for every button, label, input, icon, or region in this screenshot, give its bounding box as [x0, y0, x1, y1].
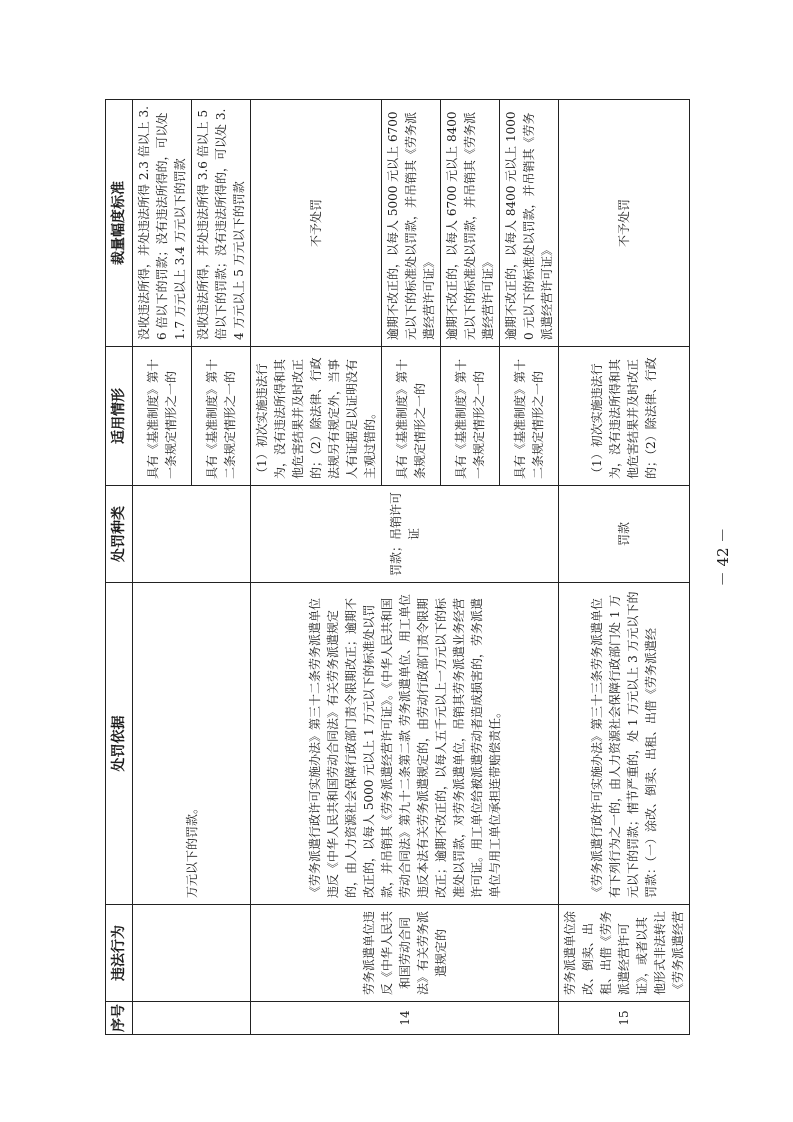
standard-cell: 不予处罚 [559, 100, 690, 347]
standard-cell: 没收违法所得，并处违法所得 2.3 倍以上 3.6 倍以下的罚款；没有违法所得的，可以处 1.7 万元以上 3.4 万元以下的罚款 [133, 100, 192, 347]
standard-cell: 逾期不改正的，以每人 8400 元以上 10000 元以下的标准处以罚款，并吊销其《劳务派遣经营许可证》 [500, 100, 559, 347]
penalty-table [105, 99, 690, 1035]
standard-cell: 不予处罚 [251, 100, 382, 347]
situation-cell: 具有《基准制度》第十二条规定情形之一的 [192, 347, 251, 486]
page-number: － 42 － [714, 527, 732, 587]
header-standard: 裁量幅度标准 [106, 100, 133, 347]
basis-cell: 《劳务派遣行政许可实施办法》第三十三条劳务派遣单位有下列行为之一的，由人力资源社会保障行政部门处 1 万元以下的罚款；情节严重的，处 1 万元以上 3 万元以下的罚款：（一）涂改、倒卖、出租、出借《劳务派遣经 [559, 583, 690, 905]
situation-cell: 具有《基准制度》第十一条规定情形之一的 [441, 347, 500, 486]
type-cell: 罚款；吊销许可证 [251, 486, 559, 583]
seq-cell: 14 [251, 1002, 559, 1035]
situation-cell: 具有《基准制度》第十二条规定情形之一的 [500, 347, 559, 486]
seq-cell: 15 [559, 1002, 690, 1035]
header-basis: 处罚依据 [106, 583, 133, 905]
basis-cell: 《劳务派遣行政许可实施办法》第三十二条劳务派遣单位违反《中华人民共和国劳动合同法》有关劳务派遣规定的，由人力资源社会保障行政部门责令限期改正；逾期不改正的，以每人 5000 元以上 1 万元以下的标准处以罚款，并吊销其《劳务派遣经营许可证》。《中华人民共和国劳动合同法》第九十二条第二款 劳务派遣单位、用工单位违反本法有关劳务派遣规定的，由劳动行政部门责令限期改正；逾期不改正的，以每人五千元以上一万元以下的标准处以罚款，对劳务派遣单位，吊销其劳务派遣业务经营许可证。用工单位给被派遣劳动者造成损害的，劳务派遣单位与用工单位承担连带赔偿责任。 [251, 583, 559, 905]
situation-cell: 具有《基准制度》第十一条规定情形之一的 [133, 347, 192, 486]
situation-cell: （1）初次实施违法行为，没有违法所得和其他危害结果并及时改正的；（2）除法律、行政 [559, 347, 690, 486]
type-cell: 罚款 [559, 486, 690, 583]
table-row [133, 100, 192, 1035]
standard-cell: 逾期不改正的，以每人 6700 元以上 8400 元以下的标准处以罚款，并吊销其《劳务派遣经营许可证》 [441, 100, 500, 347]
cont-type-cell [133, 486, 251, 583]
header-seq: 序号 [106, 1002, 133, 1035]
table-row [559, 100, 690, 1035]
violation-cell: 劳务派遣单位违反《中华人民共和国劳动合同法》有关劳务派遣规定的 [251, 905, 559, 1002]
cont-basis-cell: 万元以下的罚款。 [133, 583, 251, 905]
cont-seq-cell [133, 1002, 251, 1035]
standard-cell: 没收违法所得，并处违法所得 3.6 倍以上 5 倍以下的罚款；没有违法所得的，可以处 3.4 万元以上 5 万元以下的罚款 [192, 100, 251, 347]
situation-cell: 具有《基准制度》第十条规定情形之一的 [382, 347, 441, 486]
standard-cell: 逾期不改正的，以每人 5000 元以上 6700 元以下的标准处以罚款，并吊销其《劳务派遣经营许可证》 [382, 100, 441, 347]
situation-cell: （1）初次实施违法行为，没有违法所得和其他危害结果并及时改正的；（2）除法律、行政法规另有规定外，当事人有证据足以证明没有主观过错的。 [251, 347, 382, 486]
cont-violation-cell [133, 905, 251, 1002]
table-header-row [106, 100, 133, 1035]
header-type: 处罚种类 [106, 486, 133, 583]
violation-cell: 劳务派遣单位涂改、倒卖、出租、出借《劳务派遣经营许可证》，或者以其他形式非法转让《劳务派遣经营 [559, 905, 690, 1002]
header-situation: 适用情形 [106, 347, 133, 486]
table-row [251, 100, 382, 1035]
header-violation: 违法行为 [106, 905, 133, 1002]
